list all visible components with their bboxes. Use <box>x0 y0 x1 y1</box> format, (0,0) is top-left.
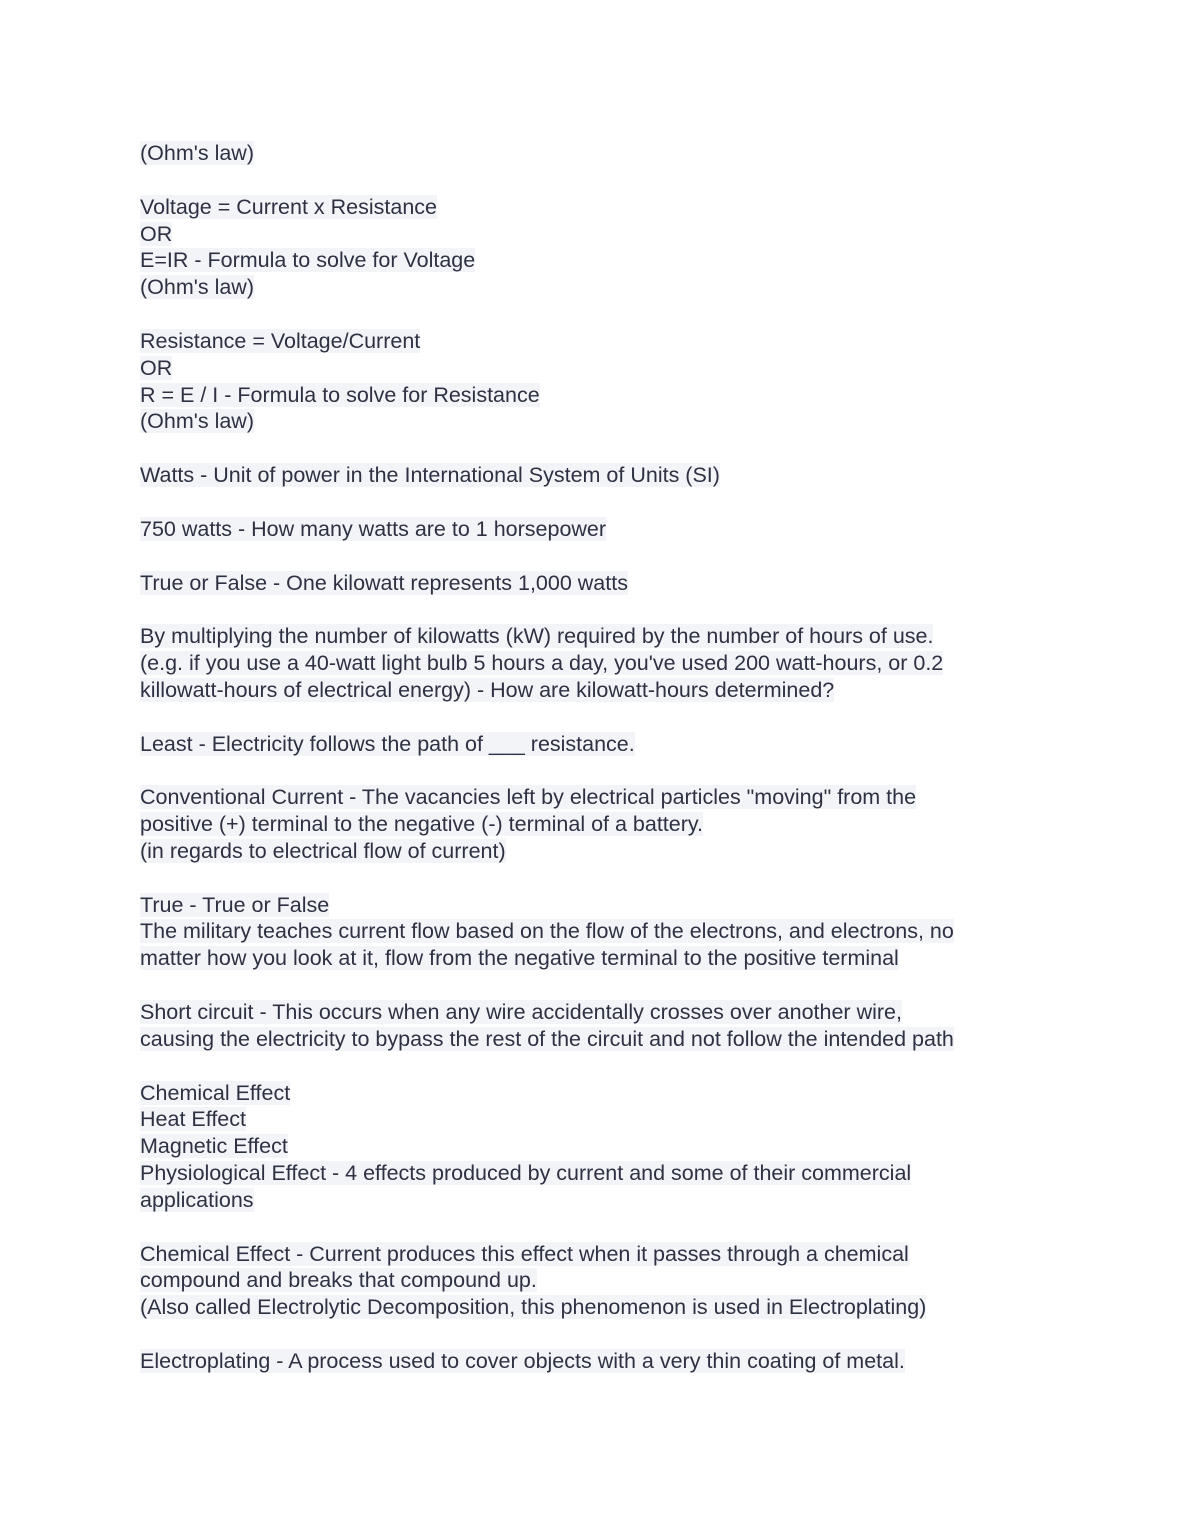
text-line-content: (Ohm's law) <box>140 409 254 434</box>
text-line-content: Resistance = Voltage/Current <box>140 328 421 353</box>
text-line <box>140 382 954 409</box>
text-line-content: Magnetic Effect <box>140 1134 288 1159</box>
text-line-content: Watts - Unit of power in the International System of Units (SI) <box>140 463 720 488</box>
text-line <box>140 516 954 543</box>
text-line-content: 750 watts - How many watts are to 1 horsepower <box>140 516 607 541</box>
text-line-content: (in regards to electrical flow of current) <box>140 838 506 863</box>
document-body <box>140 140 954 1375</box>
text-line <box>140 731 954 758</box>
text-line <box>140 1133 954 1160</box>
blank-line <box>140 1214 954 1241</box>
text-line <box>140 918 954 945</box>
blank-line <box>140 489 954 516</box>
blank-line <box>140 1321 954 1348</box>
text-line <box>140 677 954 704</box>
text-line-content: Electroplating - A process used to cover objects with a very thin coating of metal. <box>140 1348 905 1373</box>
text-line-content: killowatt-hours of electrical energy) - How are kilowatt-hours determined? <box>140 677 835 702</box>
text-line-content: Least - Electricity follows the path of ___ resistance. <box>140 731 635 756</box>
text-line-content: R = E / I - Formula to solve for Resistance <box>140 382 540 407</box>
text-line-content: applications <box>140 1187 254 1212</box>
text-line-content: E=IR - Formula to solve for Voltage <box>140 248 476 273</box>
text-line <box>140 247 954 274</box>
text-line <box>140 1106 954 1133</box>
text-line-content: causing the electricity to bypass the rest of the circuit and not follow the intended path <box>140 1026 954 1051</box>
text-line <box>140 1160 954 1187</box>
text-line <box>140 999 954 1026</box>
blank-line <box>140 596 954 623</box>
text-line-content: Voltage = Current x Resistance <box>140 194 437 219</box>
text-line <box>140 1348 954 1375</box>
text-line <box>140 1294 954 1321</box>
blank-line <box>140 757 954 784</box>
blank-line <box>140 865 954 892</box>
text-line <box>140 221 954 248</box>
text-line <box>140 194 954 221</box>
text-line-content: By multiplying the number of kilowatts (kW) required by the number of hours of use. <box>140 624 934 649</box>
text-line <box>140 408 954 435</box>
text-line-content: (e.g. if you use a 40-watt light bulb 5 hours a day, you've used 200 watt-hours, or 0.2 <box>140 651 944 676</box>
blank-line <box>140 704 954 731</box>
text-line-content: Conventional Current - The vacancies left by electrical particles "moving" from the <box>140 785 917 810</box>
text-line-content: The military teaches current flow based on the flow of the electrons, and electrons, no <box>140 919 954 944</box>
text-line <box>140 1080 954 1107</box>
text-line-content: Chemical Effect <box>140 1080 291 1105</box>
text-line-content: OR <box>140 355 173 380</box>
text-line <box>140 1026 954 1053</box>
text-line <box>140 1267 954 1294</box>
text-line <box>140 838 954 865</box>
text-line-content: Short circuit - This occurs when any wire accidentally crosses over another wire, <box>140 1000 902 1024</box>
text-line <box>140 650 954 677</box>
text-line-content: Chemical Effect - Current produces this effect when it passes through a chemical <box>140 1241 909 1266</box>
text-line-content: True or False - One kilowatt represents 1,000 watts <box>140 570 628 595</box>
text-line <box>140 462 954 489</box>
text-line <box>140 1241 954 1268</box>
text-line-content: (Ohm's law) <box>140 141 254 165</box>
text-line <box>140 1187 954 1214</box>
text-line-content: matter how you look at it, flow from the negative terminal to the positive terminal <box>140 946 899 971</box>
blank-line <box>140 167 954 194</box>
blank-line <box>140 435 954 462</box>
text-line <box>140 811 954 838</box>
text-line <box>140 784 954 811</box>
text-line-content: (Ohm's law) <box>140 275 254 300</box>
text-line <box>140 623 954 650</box>
text-line-content: positive (+) terminal to the negative (-) terminal of a battery. <box>140 812 704 837</box>
text-line-content: compound and breaks that compound up. <box>140 1268 537 1293</box>
text-line <box>140 570 954 597</box>
text-line <box>140 945 954 972</box>
text-line <box>140 274 954 301</box>
text-line-content: OR <box>140 221 173 246</box>
text-line-content: (Also called Electrolytic Decomposition, this phenomenon is used in Electroplating) <box>140 1295 927 1320</box>
blank-line <box>140 1053 954 1080</box>
blank-line <box>140 543 954 570</box>
blank-line <box>140 301 954 328</box>
text-line-content: Physiological Effect - 4 effects produced by current and some of their commercial <box>140 1161 912 1186</box>
text-line <box>140 892 954 919</box>
text-line-content: True - True or False <box>140 892 330 917</box>
text-line <box>140 328 954 355</box>
text-line <box>140 140 954 167</box>
text-line-content: Heat Effect <box>140 1107 246 1132</box>
blank-line <box>140 972 954 999</box>
text-line <box>140 355 954 382</box>
